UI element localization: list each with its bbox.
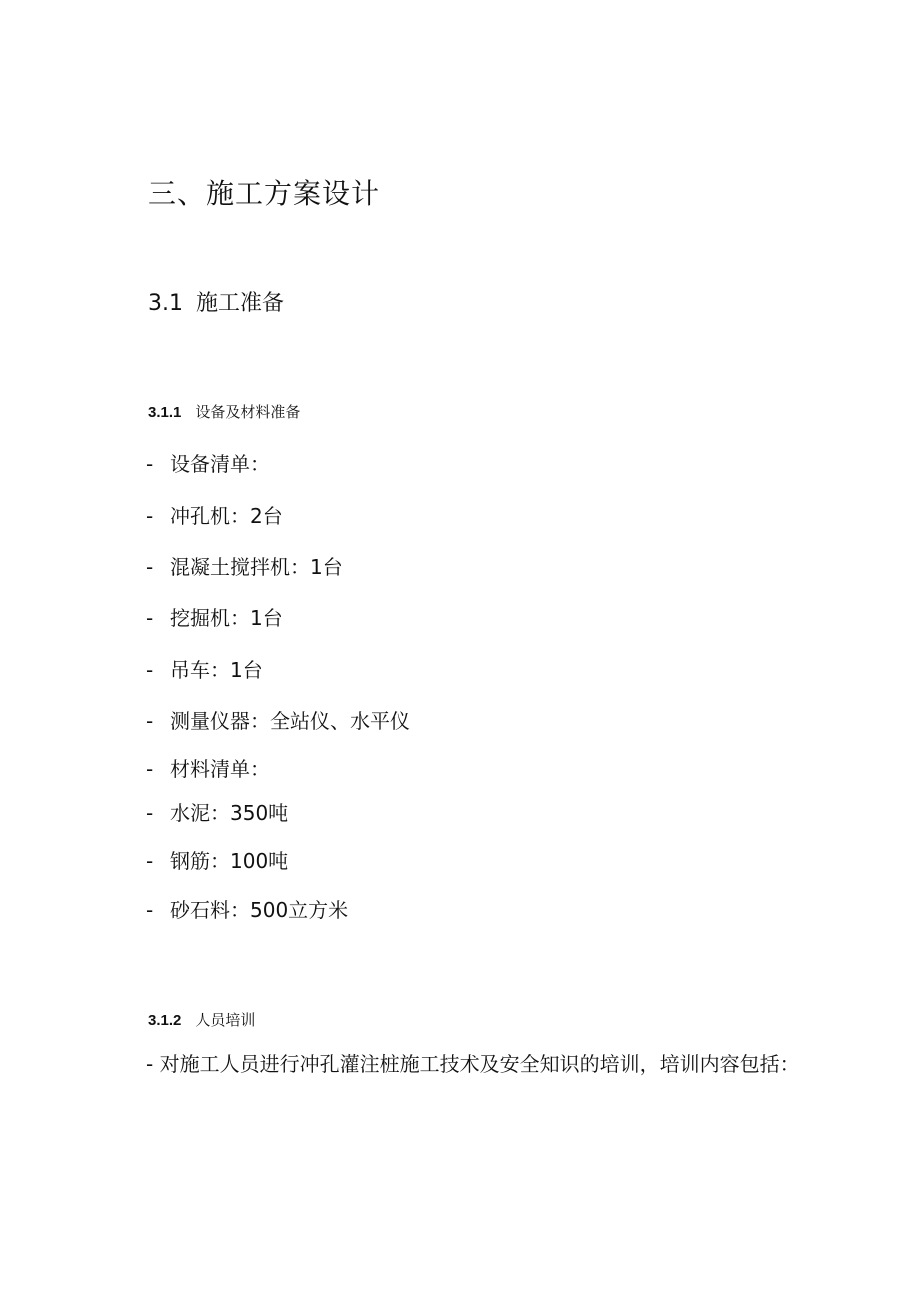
- section-number: 3.1: [148, 291, 183, 316]
- list-item: - 材料清单：: [146, 757, 270, 781]
- list-bullet: -: [146, 606, 154, 630]
- training-paragraph: - 对施工人员进行冲孔灌注桩施工技术及安全知识的培训，培训内容包括：: [146, 1052, 800, 1076]
- chapter-heading: 三、施工方案设计: [148, 177, 381, 210]
- list-bullet: -: [146, 452, 154, 476]
- list-item: - 冲孔机：2台: [146, 504, 283, 528]
- subsection-number: 3.1.2: [148, 1012, 182, 1029]
- list-bullet: -: [146, 849, 154, 873]
- list-bullet: -: [146, 658, 154, 682]
- list-bullet: -: [146, 801, 154, 825]
- section-title: 施工准备: [196, 291, 285, 316]
- list-item: - 挖掘机：1台: [146, 606, 283, 630]
- section-heading: [148, 288, 284, 320]
- list-bullet: -: [146, 757, 154, 781]
- subsection-number: 3.1.1: [148, 404, 182, 421]
- subsection-title: 设备及材料准备: [195, 403, 301, 421]
- list-item: - 钢筋：100吨: [146, 849, 289, 873]
- list-bullet: -: [146, 555, 154, 579]
- list-item: - 吊车：1台: [146, 658, 263, 682]
- subsection-title: 人员培训: [195, 1011, 256, 1029]
- list-item: - 测量仪器：全站仪、水平仪: [146, 709, 410, 733]
- subsection-heading-training: [148, 1009, 255, 1032]
- list-bullet: -: [146, 898, 154, 922]
- subsection-heading-equipment: [148, 401, 300, 424]
- list-bullet: -: [146, 709, 154, 733]
- list-bullet: -: [146, 504, 154, 528]
- list-item: - 混凝土搅拌机：1台: [146, 555, 343, 579]
- list-item: - 砂石料：500立方米: [146, 898, 349, 922]
- list-item: - 设备清单：: [146, 452, 270, 476]
- list-item: - 水泥：350吨: [146, 801, 289, 825]
